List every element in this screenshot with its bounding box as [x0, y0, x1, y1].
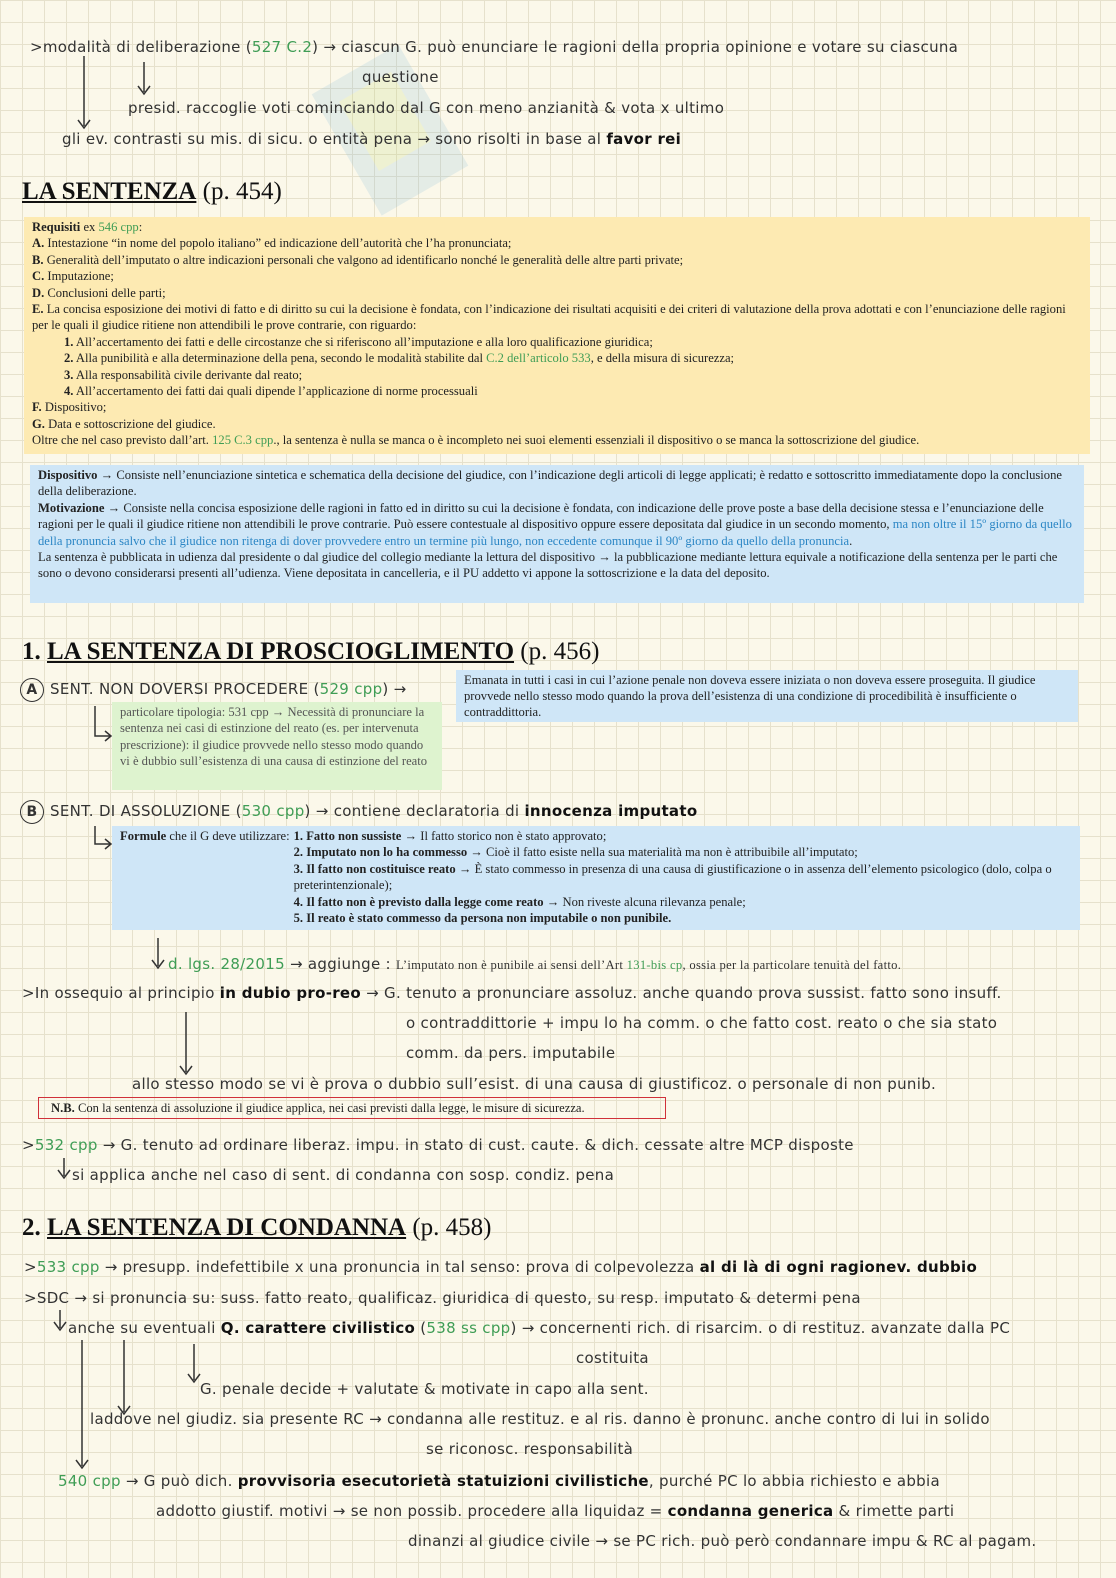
note-art-533: >533 cpp → presupp. indefettibile x una pronuncia in tal senso: prova di colpevolezza al di là di ogni ragionev. dubbio	[24, 1258, 978, 1276]
note-non-doversi-procedere: A SENT. NON DOVERSI PROCEDERE (529 cpp) →	[20, 678, 407, 702]
req-item-d: D. Conclusioni delle parti;	[32, 285, 166, 300]
formula-item: 2. Imputato non lo ha commesso → Cioè il fatto esiste nella sua materialità ma non è attribuibile all’imputato;	[293, 845, 858, 860]
arrow-turn-icon	[92, 826, 114, 852]
section-title-proscioglimento: 1. LA SENTENZA DI PROSCIOGLIMENTO (p. 456)	[22, 638, 600, 665]
arrow-down-icon	[136, 62, 152, 96]
arrow-down-icon	[186, 1344, 202, 1384]
note-deliberation-mode: >modalità di deliberazione (527 C.2) → ciascun G. può enunciare le ragioni della propria opinione e votare su ciascuna	[30, 38, 959, 56]
requisiti-box: Requisiti ex 546 cpp: A. Intestazione “in nome del popolo italiano” ed indicazione dell’autorità che l’ha pronunciata; B. Generalità dell’imputato o altre indicazioni personali che valgono ad identificarlo nonché le generalità delle altre parti private; C. Imputazione; D. Conclusioni delle parti; E. La concisa esposizione dei motivi di fatto e di diritto su cui la decisione è fondata, con l’indicazione dei risultati acquisiti e dei criteri di valutazione della prova adottati e con l’enunciazione delle ragioni per le quali il giudice ritiene non attendibili le prove contrarie, con riguardo: 1. All’accertamento dei fatti e delle circostanze che si riferiscono all’imputazione e alla loro qualificazione giuridica; 2. Alla punibilità e alla determinazione della pena, secondo le modalità stabilite dal C.2 dell’articolo 533, e della misura di sicurezza; 3. Alla responsabilità civile derivante dal reato; 4. All’accertamento dei fatti dai quali dipende l’applicazione di norme processuali F. Dispositivo; G. Data e sottoscrizione del giudice. Oltre che nel caso previsto dall’art. 125 C.3 cpp., la sentenza è nulla se manca o è incompleto nei suoi elementi essenziali il dispositivo o se manca la sottoscrizione del giudice.	[24, 217, 1090, 454]
note-assoluzione: B SENT. DI ASSOLUZIONE (530 cpp) → contiene declaratoria di innocenza imputato	[20, 800, 697, 824]
estinzione-reato-box: particolare tipologia: 531 cpp → Necessità di pronunciare la sentenza nei casi di estinzione del reato (es. per intervenuta prescrizione): il giudice provvede nello stesso modo quando vi è dubbio sull’esistenza di una causa di estinzione del reato	[112, 702, 442, 790]
arrow-down-icon	[74, 1340, 90, 1470]
arrow-down-icon	[56, 1158, 72, 1180]
arrow-down-icon	[178, 1012, 194, 1076]
section-title-condanna: 2. LA SENTENZA DI CONDANNA (p. 458)	[22, 1214, 492, 1241]
note-in-dubio-cont2: comm. da pers. imputabile	[406, 1044, 616, 1062]
note-deliberation-cont: questione	[362, 68, 439, 86]
req-sub-2: 2. Alla punibilità e alla determinazione della pena, secondo le modalità stabilite dal C.2 dell’articolo 533, e della misura di sicurezza;	[64, 351, 735, 366]
note-giudice-civile: dinanzi al giudice civile → se PC rich. può però condannare impu & RC al pagam.	[408, 1532, 1037, 1550]
req-sub-4: 4. All’accertamento dei fatti dai quali dipende l’applicazione di norme processuali	[64, 384, 478, 399]
req-sub-1: 1. All’accertamento dei fatti e delle circostanze che si riferiscono all’imputazione e alla loro qualificazione giuridica;	[64, 334, 653, 349]
note-dlgs-2015: d. lgs. 28/2015 → aggiunge : L’imputato non è punibile ai sensi dell’Art 131-bis cp, ossia per la particolare tenuità del fatto.	[168, 955, 902, 973]
arrow-down-icon	[52, 1310, 68, 1332]
note-rc: laddove nel giudiz. sia presente RC → condanna alle restituz. e al ris. danno è pronunc. anche contro di lui in solido	[90, 1410, 990, 1428]
note-in-dubio-pro-reo: >In ossequio al principio in dubio pro-reo → G. tenuto a pronunciare assoluz. anche quando prova sussist. fatto sono insuff.	[22, 984, 1002, 1002]
note-giustificazione: allo stesso modo se vi è prova o dubbio sull’esist. di una causa di giustificoz. o personale di non punib.	[132, 1075, 937, 1093]
req-item-c: C. Imputazione;	[32, 269, 114, 284]
note-sosp-condiz: si applica anche nel caso di sent. di condanna con sosp. condiz. pena	[72, 1166, 615, 1184]
arrow-turn-icon	[92, 706, 114, 742]
note-art-540: 540 cpp → G può dich. provvisoria esecutorietà statuizioni civilistiche, purché PC lo abbia richiesto e abbia	[58, 1472, 940, 1490]
req-sub-3: 3. Alla responsabilità civile derivante dal reato;	[64, 367, 303, 382]
arrow-down-icon	[76, 56, 92, 130]
arrow-down-icon	[116, 1340, 132, 1416]
note-civilistico: anche su eventuali Q. carattere civilistico (538 ss cpp) → concernenti rich. di risarcim. o di restituz. avanzate dalla PC	[68, 1319, 1011, 1337]
note-favor-rei: gli ev. contrasti su mis. di sicu. o entità pena → sono risolti in base al favor rei	[62, 130, 682, 148]
formula-item: 5. Il reato è stato commesso da persona non imputabile o non punibile.	[293, 911, 672, 926]
note-president-votes: presid. raccoglie voti cominciando dal G con meno anzianità & vota x ultimo	[128, 99, 725, 117]
note-sdc: >SDC → si pronuncia su: suss. fatto reato, qualificaz. giuridica di questo, su resp. imputato & determi pena	[24, 1289, 861, 1307]
note-art-532: >532 cpp → G. tenuto ad ordinare liberaz. impu. in stato di cust. caute. & dich. cessate altre MCP disposte	[22, 1136, 854, 1154]
publication-note: La sentenza è pubblicata in udienza dal presidente o dal giudice del collegio mediante la lettura del dispositivo → la pubblicazione mediante lettura equivale a notificazione della sentenza per le parti che sono o devono considerarsi presenti all’udienza. Viene depositata in cancelleria, e il PU addetto vi appone la sottoscrizione e la data del deposito.	[38, 550, 1058, 581]
req-item-b: B. Generalità dell’imputato o altre indicazioni personali che valgono ad identificarlo nonché le generalità delle altre parti private;	[32, 252, 684, 267]
dispositivo-box: Dispositivo → Consiste nell’enunciazione sintetica e schematica della decisione del giudice, con l’indicazione degli articoli di legge applicati; è redatto e sottoscritto immediatamente dopo la conclusione della deliberazione. Motivazione → Consiste nella concisa esposizione delle ragioni in fatto ed in diritto su cui la decisione è fondata, con indicazione delle prove poste a base della decisione stessa e l’enunciazione delle ragioni per le quali il giudice ritiene non attendibili le prove contrarie. Può essere contestuale al dispositivo oppure essere depositata dal giudice in un secondo momento, ma non oltre il 15º giorno da quello della pronuncia salvo che il giudice non ritenga di dover provvedere entro un termine più lungo, non eccedente comunque il 90º giorno da quello della pronuncia. La sentenza è pubblicata in udienza dal presidente o dal giudice del collegio mediante la lettura del dispositivo → la pubblicazione mediante lettura equivale a notificazione della sentenza per le parti che sono o devono considerarsi presenti all’udienza. Viene depositata in cancelleria, e il PU addetto vi appone la sottoscrizione e la data del deposito.	[30, 465, 1084, 603]
req-item-a: A. Intestazione “in nome del popolo italiano” ed indicazione dell’autorità che l’ha pronunciata;	[32, 236, 512, 251]
note-in-dubio-cont1: o contraddittorie + impu lo ha comm. o che fatto cost. reato o che sia stato	[406, 1014, 998, 1032]
non-doversi-procedere-box: Emanata in tutti i casi in cui l’azione penale non doveva essere iniziata o non doveva essere proseguita. Il giudice provvede nello stesso modo quando la prova dell’esistenza di una condizione di procedibilità è insufficiente o contraddittoria.	[456, 670, 1078, 722]
nullity-note: Oltre che nel caso previsto dall’art. 125 C.3 cpp., la sentenza è nulla se manca o è incompleto nei suoi elementi essenziali il dispositivo o se manca la sottoscrizione del giudice.	[32, 433, 920, 448]
formule-box: Formule che il G deve utilizzare: 1. Fatto non sussiste → Il fatto storico non è stato approvato; 2. Imputato non lo ha commesso → Cioè il fatto esiste nella sua materialità ma non è attribuibile all’imputato; 3. Il fatto non costituisce reato → È stato commesso in presenza di una causa di giustificazione o in assenza dell’elemento psicologico (dolo, colpa o preterintenzionale); 4. Il fatto non è previsto dalla legge come reato → Non riveste alcuna rilevanza penale; 5. Il reato è stato commesso da persona non imputabile o non punibile.	[112, 826, 1080, 930]
req-item-f: F. Dispositivo;	[32, 400, 107, 415]
note-g-penale: G. penale decide + valutate & motivate in capo alla sent.	[200, 1380, 649, 1398]
req-item-e: E. La concisa esposizione dei motivi di fatto e di diritto su cui la decisione è fondata, con l’indicazione dei risultati acquisiti e dei criteri di valutazione della prova adottati e con l’enunciazione delle ragioni per le quali il giudice ritiene non attendibili le prove contrarie, con riguardo:	[32, 302, 1066, 333]
req-item-g: G. Data e sottoscrizione del giudice.	[32, 416, 216, 431]
formula-item: 1. Fatto non sussiste → Il fatto storico non è stato approvato;	[293, 829, 607, 843]
note-condanna-generica: addotto giustif. motivi → se non possib. procedere alla liquidaz = condanna generica & rimette parti	[156, 1502, 955, 1520]
section-title-sentenza: LA SENTENZA (p. 454)	[22, 178, 282, 205]
formula-item: 4. Il fatto non è previsto dalla legge come reato → Non riveste alcuna rilevanza penale;	[293, 894, 746, 909]
note-rc-cont: se riconosc. responsabilità	[426, 1440, 634, 1458]
formula-item: 3. Il fatto non costituisce reato → È stato commesso in presenza di una causa di giustificazione o in assenza dell’elemento psicologico (dolo, colpa o preterintenzionale);	[293, 861, 1052, 893]
nb-box: N.B. Con la sentenza di assoluzione il giudice applica, nei casi previsti dalla legge, le misure di sicurezza.	[38, 1097, 666, 1119]
note-civilistico-cont: costituita	[576, 1349, 649, 1367]
arrow-down-icon	[150, 938, 166, 970]
